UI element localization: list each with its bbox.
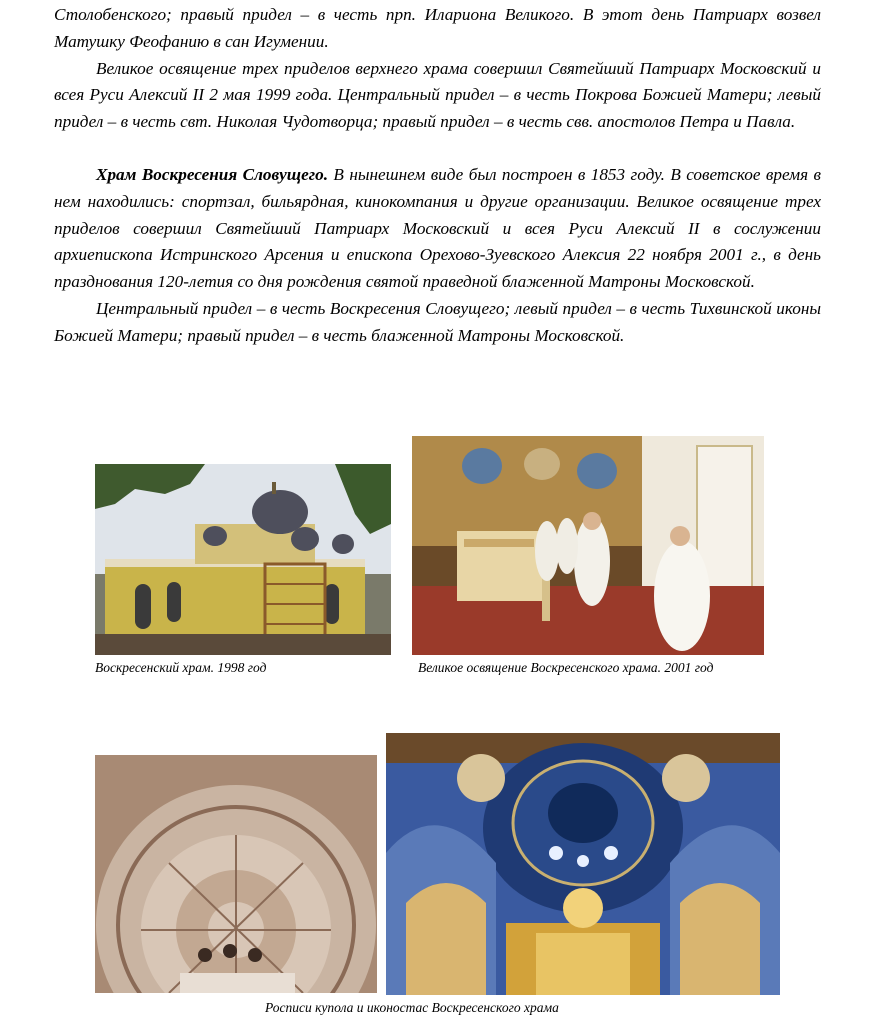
caption-dome-paintings: Росписи купола и иконостас Воскресенского храма xyxy=(265,1000,559,1015)
paragraph-2: Великое освящение трех приделов верхнего храма совершил Святейший Патриарх Московский и всея Руси Алексий II 2 мая 1999 года. Центральный придел – в честь Покрова Божией Матери; левый придел – в честь свт. Николая Чудотворца; правый придел – в честь свв. апостолов Петра и Павла. xyxy=(54,58,821,132)
consecration-2001-photo xyxy=(412,436,764,655)
paragraph-4: Центральный придел – в честь Воскресения Словущего; левый придел – в честь Тихвинской иконы Божией Матери; правый придел – в честь блаженной Матроны Московской. xyxy=(54,298,821,345)
section-heading: Храм Воскресения Словущего. xyxy=(96,164,328,184)
paragraph-1: Столобенского; правый придел – в честь прп. Илариона Великого. В этот день Патриарх возвел Матушку Феофанию в сан Игумении. xyxy=(54,5,821,51)
caption-church-1998: Воскресенский храм. 1998 год xyxy=(95,660,267,675)
dome-iconostasis-photo xyxy=(386,733,780,995)
dome-archive-photo xyxy=(95,755,377,993)
church-1998-photo xyxy=(95,464,391,655)
paragraph-3-body: В нынешнем виде был построен в 1853 году. В советское время в нем находились: спортзал, бильярдная, кинокомпания и другие организации. Великое освящение трех приделов совершил Святейший Патриарх Московский и всея Руси Алексий II в сослужении архиепископа Истринского Арсения и епископа Орехово-Зуевского Алексия 22 ноября 2001 г., в день празднования 120-летия со дня рождения святой праведной блаженной Матроны Московской. xyxy=(54,164,822,292)
document-text xyxy=(54,2,821,350)
paragraph-3 xyxy=(54,162,821,296)
caption-consecration-2001: Великое освящение Воскресенского храма. 2001 год xyxy=(418,660,714,675)
